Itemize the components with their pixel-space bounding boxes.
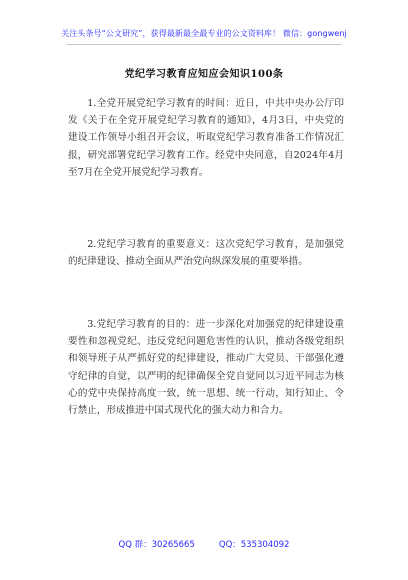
paragraph-3: 3.党纪学习教育的目的：进一步深化对加强党的纪律建设重要性和忽视党纪、违反党纪问题危害性的认识，推动各级党组织和领导班子从严抓好党的纪律建设，推动广大党员、干部强化遵守纪律的自觉，以严明的纪律确保全党自觉同以习近平同志为核心的党中央保持高度一致，统一思想、统一行动，知行知止、令行禁止，形成推进中国式现代化的强大动力和合力。 (68, 319, 344, 417)
footer-qq-number[interactable]: QQ：535304092 (218, 540, 290, 550)
paragraph-2: 2.党纪学习教育的重要意义：这次党纪学习教育，是加强党的纪律建设、推动全面从严治党向纵深发展的重要举措。 (68, 239, 344, 268)
footer-contact (0, 538, 408, 550)
footer-qq-group[interactable]: QQ 群：30265665 (118, 540, 195, 550)
paragraph-1: 1.全党开展党纪学习教育的时间：近日，中共中央办公厅印发《关于在全党开展党纪学习教育的通知》，4月3日，中央党的建设工作领导小组召开会议，听取党纪学习教育准备工作情况汇报，研究部署党纪学习教育工作。经党中央同意，自2024年4月至7月在全党开展党纪学习教育。 (68, 98, 344, 178)
document-title: 党纪学习教育应知应会知识100条 (124, 69, 284, 80)
header-divider (66, 44, 342, 45)
header-banner[interactable]: 关注头条号“公文研究”，获得最新最全最专业的公文资料库！ 微信：gongwenj (61, 29, 347, 38)
